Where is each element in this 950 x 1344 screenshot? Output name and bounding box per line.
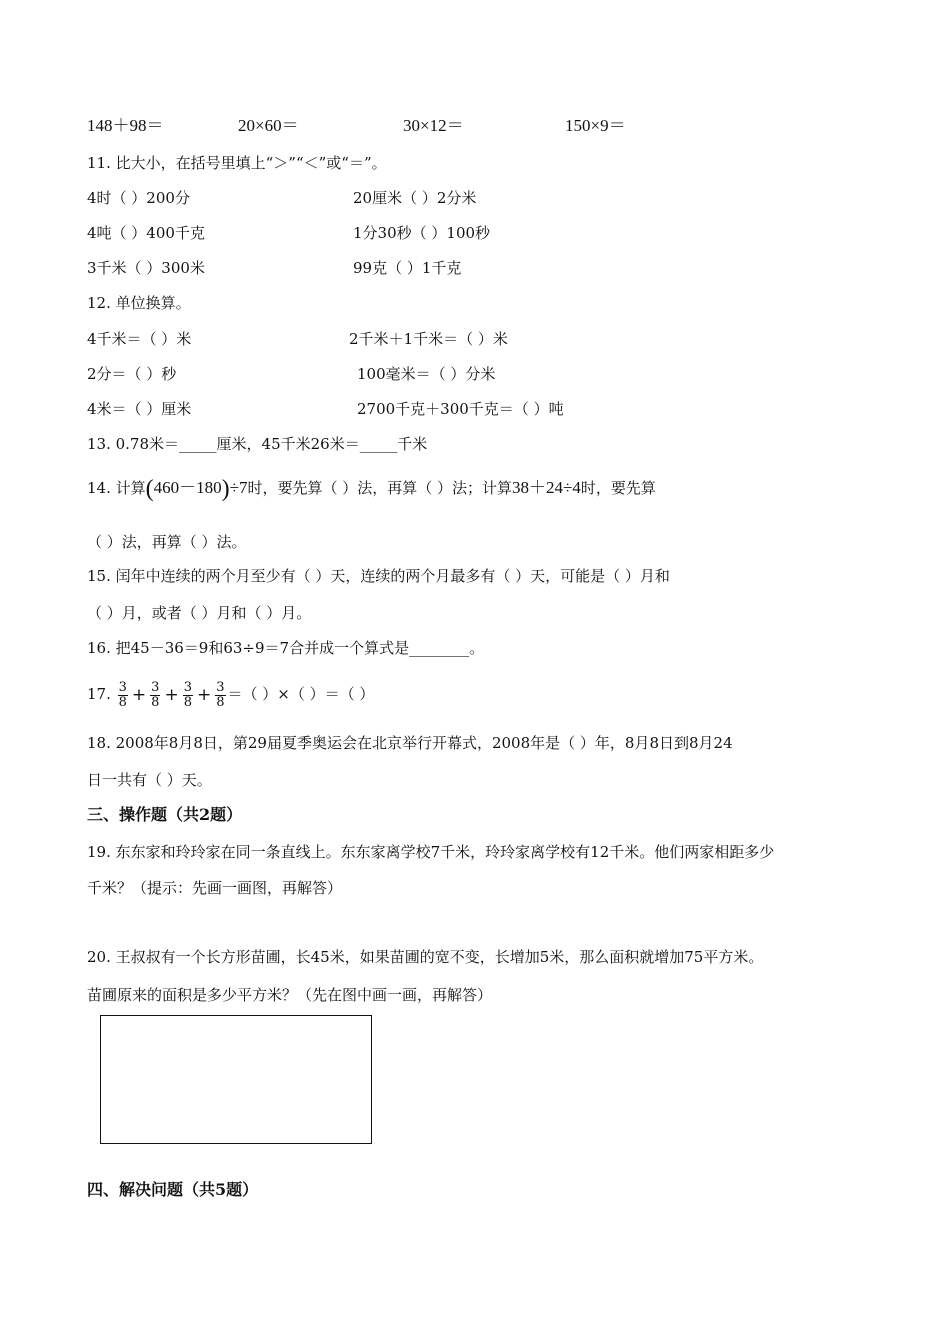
- section-3-heading: 三、操作题（共2题）: [87, 805, 243, 824]
- q15-line1: 15. 闰年中连续的两个月至少有（ ）天，连续的两个月最多有（ ）天，可能是（ ）月和: [87, 567, 670, 585]
- fraction: $\frac{3}{8}$: [183, 679, 192, 710]
- q18-line1: 18. 2008年8月8日，第29届夏季奥运会在北京举行开幕式，2008年是（ ）年，8月8日到8月24: [87, 734, 733, 752]
- q14-expr2: 38＋24÷4: [512, 478, 581, 497]
- q11-item: 99克（ ）1千克: [353, 259, 462, 277]
- q12-item: 4千米＝（ ）米: [87, 330, 192, 348]
- calc-1: 148＋98＝: [87, 116, 164, 135]
- q11-item: 4时（ ）200分: [87, 189, 190, 207]
- q14-expr1: (460－180)÷7: [145, 476, 248, 502]
- q18-line2: 日一共有（ ）天。: [87, 771, 212, 789]
- drawing-box: [100, 1015, 372, 1144]
- q17: 17. $\frac{3}{8}$ + $\frac{3}{8}$ + $\frac{3}{8}$ + $\frac{3}{8}$ ＝（ ）×（ ）＝（ ）: [87, 679, 375, 710]
- q15-line2: （ ）月，或者（ ）月和（ ）月。: [87, 604, 312, 622]
- calc-4: 150×9＝: [565, 116, 626, 135]
- q14-prefix: 14. 计算: [87, 479, 146, 497]
- q19-line2: 千米？（提示：先画一画图，再解答）: [87, 879, 343, 897]
- calc-2: 20×60＝: [238, 116, 299, 135]
- q11-item: 3千米（ ）300米: [87, 259, 205, 277]
- q14-suffix: 时，要先算: [580, 479, 656, 497]
- q12-item: 4米＝（ ）厘米: [87, 400, 192, 418]
- calc-3: 30×12＝: [403, 116, 464, 135]
- q12-item: 100毫米＝（ ）分米: [357, 365, 496, 383]
- q20-line2: 苗圃原来的面积是多少平方米？（先在图中画一画，再解答）: [87, 986, 493, 1004]
- q14-line1: [87, 476, 656, 502]
- fraction: $\frac{3}{8}$: [216, 679, 225, 710]
- q12-item: 2分＝（ ）秒: [87, 365, 177, 383]
- q16: 16. 把45－36＝9和63÷9＝7合并成一个算式是________。: [87, 639, 485, 657]
- q14-mid: 时，要先算（ ）法，再算（ ）法；计算: [247, 479, 513, 497]
- q19-line1: 19. 东东家和玲玲家在同一条直线上。东东家离学校7千米，玲玲家离学校有12千米。他们两家相距多少: [87, 843, 775, 861]
- q20-line1: 20. 王叔叔有一个长方形苗圃，长45米，如果苗圃的宽不变，长增加5米，那么面积就增加75平方米。: [87, 948, 764, 966]
- q11-item: 4吨（ ）400千克: [87, 224, 205, 242]
- q11-item: 20厘米（ ）2分米: [353, 189, 477, 207]
- q17-tail: ＝（ ）×（ ）＝（ ）: [227, 685, 375, 703]
- fraction: $\frac{3}{8}$: [151, 679, 160, 710]
- q17-label: 17.: [87, 685, 111, 703]
- fraction: $\frac{3}{8}$: [118, 679, 127, 710]
- q12-title: 12. 单位换算。: [87, 294, 191, 312]
- q12-item: 2千米＋1千米＝（ ）米: [349, 330, 508, 348]
- section-4-heading: 四、解决问题（共5题）: [87, 1180, 259, 1199]
- q12-item: 2700千克＋300千克＝（ ）吨: [357, 400, 564, 418]
- q14-line2: （ ）法，再算（ ）法。: [87, 533, 247, 551]
- q11-item: 1分30秒（ ）100秒: [353, 224, 491, 242]
- q11-title: 11. 比大小，在括号里填上“＞”“＜”或“＝”。: [87, 154, 387, 172]
- q13: 13. 0.78米＝_____厘米，45千米26米＝_____千米: [87, 435, 428, 453]
